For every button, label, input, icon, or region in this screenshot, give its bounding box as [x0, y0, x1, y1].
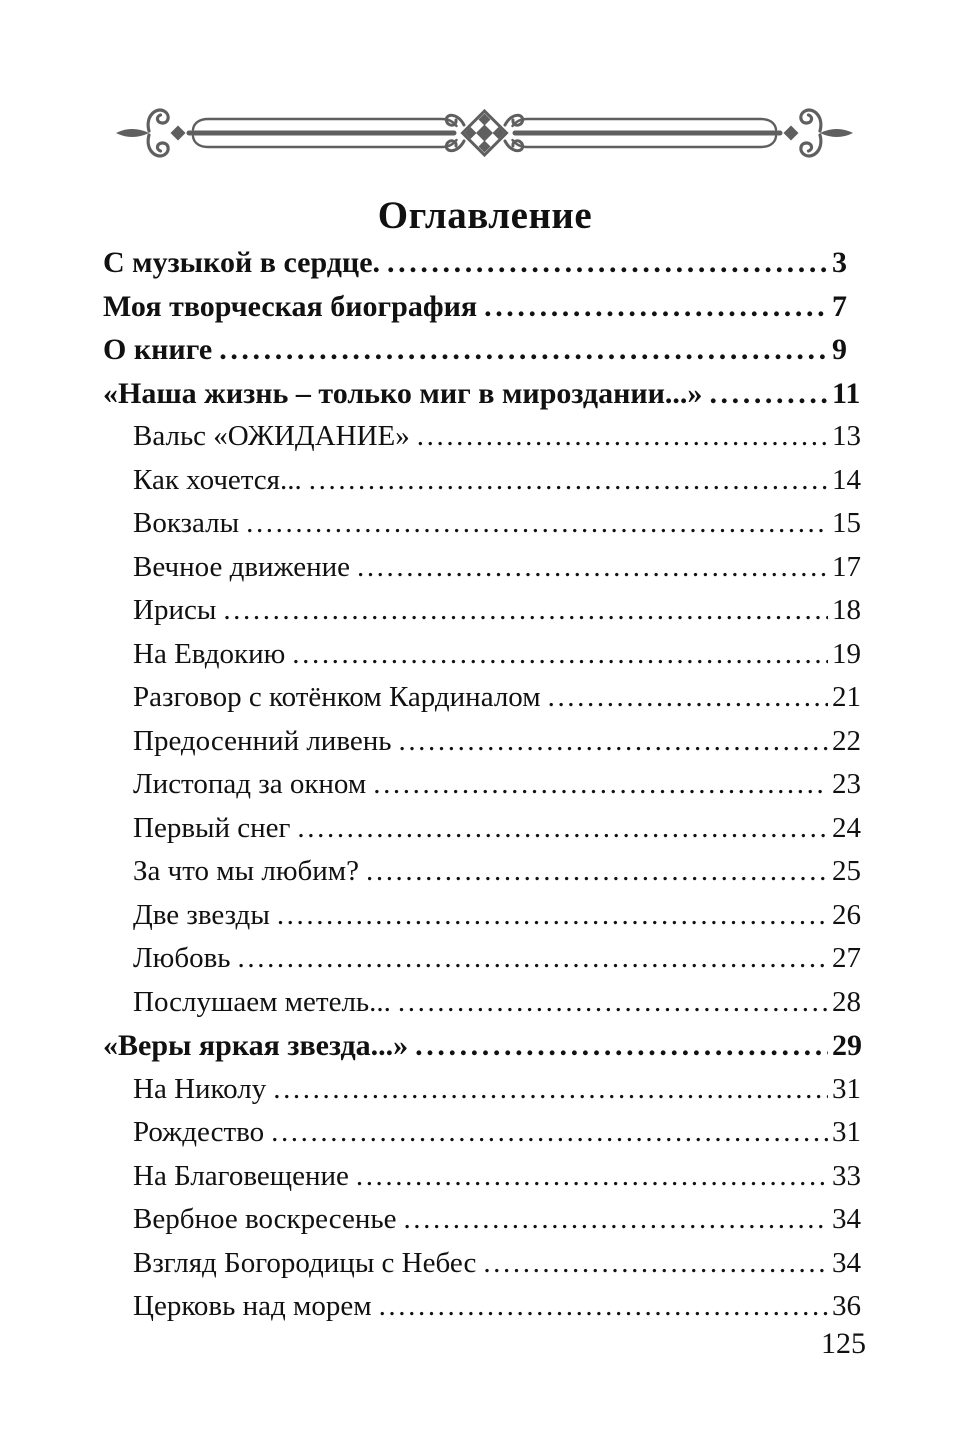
- toc-entry-label: О книге: [103, 333, 213, 366]
- toc-entry-page: 15: [832, 507, 861, 539]
- toc-entry-page: 33: [832, 1159, 861, 1192]
- toc-entry-label: Предосенний ливень: [133, 724, 392, 757]
- typographic-divider-icon: [112, 102, 857, 164]
- toc-entry-label: Вербное воскресенье: [133, 1203, 397, 1235]
- toc-entry: [103, 328, 863, 372]
- toc-entry: [103, 1024, 863, 1068]
- toc-entry: [103, 1155, 863, 1199]
- toc-entry-label: Рождество: [133, 1116, 265, 1148]
- toc-dot-leader: [387, 241, 828, 285]
- toc-entry: [103, 415, 863, 459]
- toc-entry: [103, 241, 863, 285]
- toc-entry-page: 31: [832, 1116, 861, 1148]
- toc-entry: [103, 676, 863, 720]
- toc-entry-label: Разговор с котёнком Кардиналом: [133, 681, 541, 713]
- toc-entry-label: С музыкой в сердце.: [103, 246, 381, 279]
- toc-entry-label: Любовь: [133, 942, 231, 974]
- toc-entry: [103, 937, 863, 981]
- toc-entry: [103, 372, 863, 416]
- toc-dot-leader: [271, 1111, 828, 1155]
- toc-entry: [103, 502, 863, 546]
- toc-entry-page: 13: [832, 420, 861, 452]
- toc-entry-label: Вечное движение: [133, 550, 350, 583]
- toc-entry-page: 9: [832, 333, 847, 366]
- toc-entry-label: Вальс «ОЖИДАНИЕ»: [133, 420, 410, 452]
- toc-dot-leader: [309, 459, 828, 503]
- toc-entry: [103, 459, 863, 503]
- toc-dot-leader: [366, 850, 828, 894]
- toc-dot-leader: [292, 633, 828, 677]
- toc-entry-label: За что мы любим?: [133, 855, 359, 887]
- toc-entry: [103, 1285, 863, 1329]
- toc-entry-label: На Благовещение: [133, 1159, 349, 1192]
- toc-entry-page: 34: [832, 1246, 861, 1279]
- toc-entry: [103, 1068, 863, 1112]
- toc-entry-label: «Веры яркая звезда...»: [103, 1029, 409, 1062]
- toc-entry: [103, 894, 863, 938]
- toc-dot-leader: [219, 328, 828, 372]
- toc-entry-page: 27: [832, 942, 861, 974]
- toc-entry-page: 24: [832, 811, 861, 844]
- toc-list: [103, 241, 863, 1329]
- toc-entry-page: 3: [832, 246, 847, 279]
- toc-dot-leader: [548, 676, 828, 720]
- toc-dot-leader: [403, 1198, 828, 1242]
- toc-entry-label: Вокзалы: [133, 507, 240, 539]
- toc-dot-leader: [398, 720, 828, 764]
- toc-dot-leader: [356, 1155, 828, 1199]
- toc-entry: [103, 589, 863, 633]
- toc-entry: [103, 807, 863, 851]
- toc-entry-label: Ирисы: [133, 594, 217, 626]
- toc-dot-leader: [238, 937, 828, 981]
- toc-entry-label: Церковь над морем: [133, 1290, 372, 1322]
- toc-entry-page: 21: [832, 681, 861, 713]
- toc-entry: [103, 546, 863, 590]
- toc-entry: [103, 1111, 863, 1155]
- toc-dot-leader: [484, 285, 828, 329]
- toc-entry-page: 18: [832, 594, 861, 626]
- toc-entry-page: 29: [832, 1029, 862, 1062]
- toc-dot-leader: [297, 807, 828, 851]
- toc-dot-leader: [709, 372, 828, 416]
- toc-entry-label: На Евдокию: [133, 637, 286, 670]
- toc-entry-page: 11: [832, 376, 861, 410]
- page-title: Оглавление: [377, 194, 593, 238]
- toc-dot-leader: [273, 1068, 828, 1112]
- toc-entry-page: 28: [832, 985, 861, 1018]
- toc-entry: [103, 850, 863, 894]
- toc-entry-label: Моя творческая биография: [103, 289, 478, 323]
- toc-entry: [103, 285, 863, 329]
- toc-entry-page: 25: [832, 855, 861, 887]
- toc-dot-leader: [357, 546, 828, 590]
- toc-dot-leader: [379, 1285, 828, 1329]
- toc-entry-label: Листопад за окном: [133, 768, 367, 800]
- toc-entry-page: 17: [832, 550, 861, 583]
- toc-entry-page: 14: [832, 463, 861, 496]
- toc-entry-label: Две звезды: [133, 898, 270, 931]
- toc-entry-page: 7: [832, 289, 847, 323]
- toc-entry-label: Взгляд Богородицы с Небес: [133, 1246, 477, 1279]
- toc-entry-page: 31: [832, 1072, 861, 1105]
- toc-dot-leader: [398, 981, 828, 1025]
- toc-entry: [103, 1242, 863, 1286]
- folio-page-number: 125: [821, 1327, 866, 1360]
- toc-dot-leader: [415, 1024, 828, 1068]
- toc-dot-leader: [373, 763, 828, 807]
- toc-entry-label: Послушаем метель...: [133, 985, 391, 1018]
- toc-dot-leader: [246, 502, 828, 546]
- toc-entry-page: 22: [832, 724, 861, 757]
- toc-entry-label: «Наша жизнь – только миг в мироздании...»: [103, 376, 703, 410]
- toc-dot-leader: [417, 415, 828, 459]
- toc-entry: [103, 633, 863, 677]
- toc-entry: [103, 1198, 863, 1242]
- toc-entry-page: 19: [832, 637, 861, 670]
- toc-entry-label: Первый снег: [133, 811, 291, 844]
- toc-dot-leader: [223, 589, 828, 633]
- toc-dot-leader: [277, 894, 828, 938]
- toc-entry-label: На Николу: [133, 1072, 267, 1105]
- toc-entry-page: 23: [832, 768, 861, 800]
- toc-entry-label: Как хочется...: [133, 463, 302, 496]
- toc-entry-page: 26: [832, 898, 861, 931]
- toc-entry-page: 34: [832, 1203, 861, 1235]
- toc-entry: [103, 981, 863, 1025]
- toc-dot-leader: [483, 1242, 828, 1286]
- toc-entry: [103, 720, 863, 764]
- toc-entry: [103, 763, 863, 807]
- toc-entry-page: 36: [832, 1290, 861, 1322]
